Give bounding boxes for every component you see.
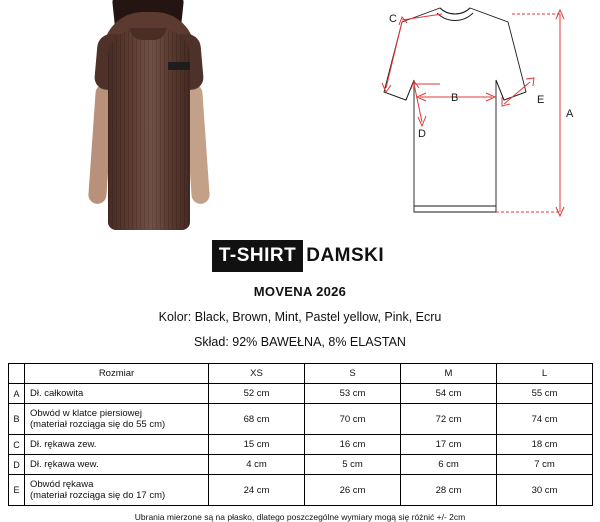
row-value-xs: 4 cm: [209, 455, 305, 475]
dim-line-e: [504, 82, 530, 104]
row-value-m: 17 cm: [401, 435, 497, 455]
row-value-s: 53 cm: [305, 384, 401, 404]
row-measure-name: [25, 455, 209, 475]
collar-line: [440, 8, 470, 14]
row-measure-name: [25, 384, 209, 404]
dim-arrow-c-1: [399, 17, 407, 25]
size-table-wrap: [8, 363, 592, 522]
color-line: Kolor: Black, Brown, Mint, Pastel yellow, Pink, Ecru: [158, 310, 442, 324]
model-name: MOVENA 2026: [253, 284, 347, 299]
composition-line: Skład: 92% BAWEŁNA, 8% ELASTAN: [194, 335, 406, 349]
row-key: D: [9, 455, 25, 475]
row-value-xs: 68 cm: [209, 404, 305, 435]
dim-line-d: [414, 84, 422, 122]
row-measure-line2: (materiał rozciąga się do 17 cm): [30, 490, 166, 501]
row-measure-name: [25, 435, 209, 455]
row-value-l: 74 cm: [497, 404, 593, 435]
brand-label-tag: [168, 62, 190, 70]
row-measure-line1: Obwód rękawa: [30, 479, 94, 490]
dim-line-c-left: [386, 22, 402, 88]
diagram-label-b: B: [451, 92, 459, 104]
measurement-footnote: Ubrania mierzone są na płasko, dlatego poszczególne wymiary mogą się różnić +/- 2cm: [134, 512, 466, 522]
header-key: [9, 364, 25, 384]
tshirt-technical-drawing: [290, 0, 600, 232]
title-part-2: DAMSKI: [306, 245, 385, 266]
row-key: A: [9, 384, 25, 404]
row-value-l: 55 cm: [497, 384, 593, 404]
row-key: E: [9, 475, 25, 506]
sleeve-hem-left: [384, 92, 406, 100]
header-size-m: M: [401, 364, 497, 384]
tshirt-outline: [384, 8, 526, 212]
header-size-xs: XS: [209, 364, 305, 384]
sleeve-hem-right: [504, 92, 526, 100]
row-value-m: 72 cm: [401, 404, 497, 435]
diagram-label-e: E: [537, 94, 545, 106]
product-photo: [0, 0, 290, 232]
size-table: [8, 363, 593, 506]
top-illustration-area: [0, 0, 600, 232]
measurement-diagram: [290, 0, 600, 232]
armhole-right: [496, 80, 504, 100]
tshirt-shading: [108, 30, 190, 230]
table-header-row: [9, 364, 593, 384]
row-value-xs: 24 cm: [209, 475, 305, 506]
row-key: B: [9, 404, 25, 435]
row-measure-name: [25, 404, 209, 435]
row-value-s: 5 cm: [305, 455, 401, 475]
title-part-1: T-SHIRT: [212, 240, 303, 272]
row-measure-line1: Dł. rękawa wew.: [30, 459, 99, 470]
header-size-s: S: [305, 364, 401, 384]
table-row: [9, 404, 593, 435]
row-value-l: 7 cm: [497, 455, 593, 475]
row-value-m: 28 cm: [401, 475, 497, 506]
table-row: [9, 475, 593, 506]
row-value-m: 6 cm: [401, 455, 497, 475]
header-measure: Rozmiar: [25, 364, 209, 384]
diagram-label-c: C: [389, 13, 397, 25]
title-group: [212, 240, 388, 272]
model-illustration: [0, 0, 290, 232]
row-measure-line1: Dł. całkowita: [30, 388, 84, 399]
table-row: [9, 384, 593, 404]
row-value-l: 18 cm: [497, 435, 593, 455]
row-value-xs: 15 cm: [209, 435, 305, 455]
diagram-label-d: D: [418, 128, 426, 140]
row-value-xs: 52 cm: [209, 384, 305, 404]
table-row: [9, 455, 593, 475]
row-value-s: 26 cm: [305, 475, 401, 506]
row-value-m: 54 cm: [401, 384, 497, 404]
row-value-s: 70 cm: [305, 404, 401, 435]
row-value-s: 16 cm: [305, 435, 401, 455]
product-title: [0, 240, 600, 272]
table-row: [9, 435, 593, 455]
row-key: C: [9, 435, 25, 455]
diagram-label-a: A: [566, 108, 574, 120]
row-value-l: 30 cm: [497, 475, 593, 506]
dim-line-c-diag: [522, 18, 590, 88]
row-measure-line2: (materiał rozciąga się do 55 cm): [30, 419, 166, 430]
row-measure-line1: Obwód w klatce piersiowej: [30, 408, 142, 419]
header-size-l: L: [497, 364, 593, 384]
row-measure-name: [25, 475, 209, 506]
row-measure-line1: Dł. rękawa zew.: [30, 439, 97, 450]
